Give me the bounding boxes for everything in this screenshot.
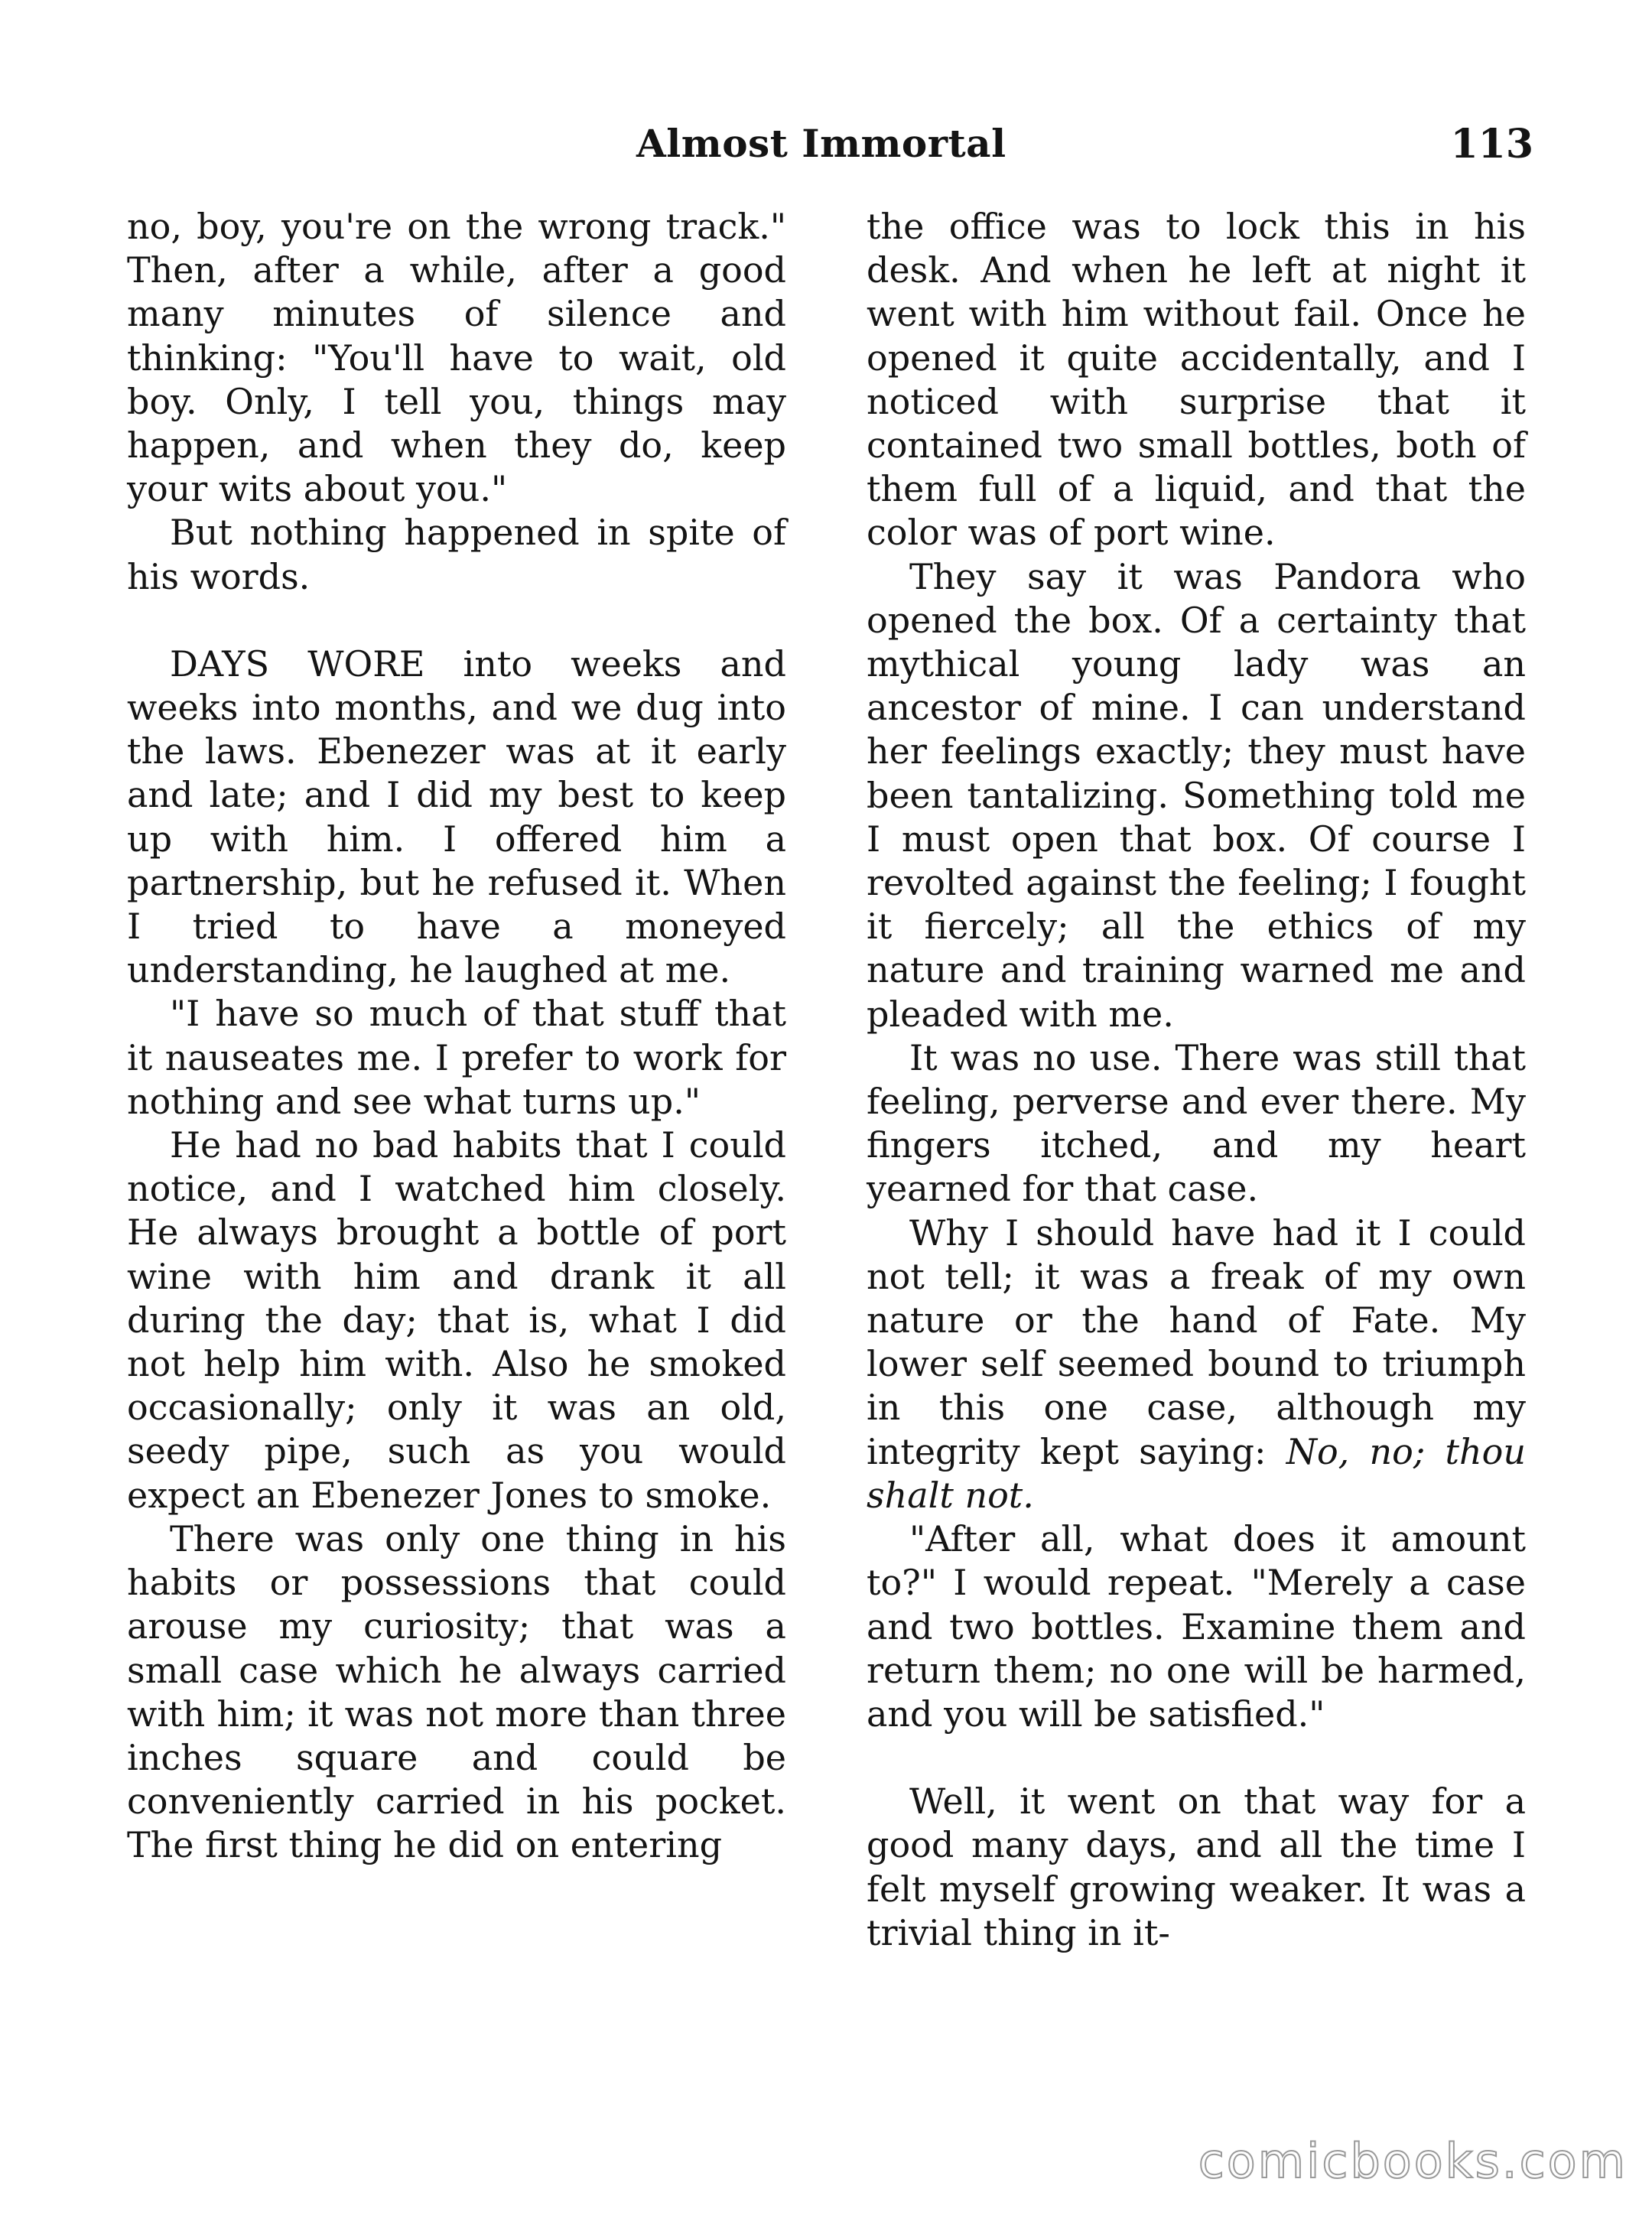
running-title: Almost Immortal	[636, 121, 1006, 166]
paragraph: "I have so much of that stuff that it nauseates me. I prefer to work for nothing and see what turns up."	[127, 993, 786, 1122]
paragraph	[867, 1211, 1526, 1517]
paragraph: "After all, what does it amount to?" I would repeat. "Merely a case and two bottles. Examine them and return them; no one will be harmed, and you will be satisfied."	[867, 1518, 1526, 1735]
section-paragraph: Well, it went on that way for a good many days, and all the time I felt myself growing weaker. It was a trivial thing in it-	[867, 1781, 1526, 1953]
paragraph: the office was to lock this in his desk. And when he left at night it went with him without fail. Once he opened it quite accidentally, and I noticed with surprise that it contained two small bottles, both of them full of a liquid, and that the color was of port wine.	[867, 206, 1526, 554]
running-head	[122, 121, 1533, 182]
paragraph: It was no use. There was still that feeling, perverse and ever there. My fingers itched, and my heart yearned for that case.	[867, 1036, 1526, 1210]
paragraph: There was only one thing in his habits or possessions that could arouse my curiosity; that was a small case which he always carried with him; it was not more than three inches square and could be conveniently carried in his pocket. The first thing he did on entering	[127, 1517, 786, 1866]
italic-phrase: No, no; thou shalt not.	[867, 1430, 1526, 1516]
paragraph: But nothing happened in spite of his words.	[127, 512, 786, 597]
paragraph: He had no bad habits that I could notice, and I watched him closely. He always brought a bottle of port wine with him and drank it all during the day; that is, what I did not help him with. Also he smoked occasionally; only it was an old, seedy pipe, such as you would expect an Ebenezer Jones to smoke.	[127, 1124, 786, 1516]
paragraph: no, boy, you're on the wrong track." Then, after a while, after a good many minutes of silence and thinking: "You'll have to wait, old boy. Only, I tell you, things may happen, and when they do, keep your wits about you."	[127, 206, 786, 510]
left-column	[127, 205, 786, 1868]
section-paragraph: DAYS WORE into weeks and weeks into months, and we dug into the laws. Ebenezer was at it early and late; and I did my best to keep up with him. I offered him a partnership, but he refused it. When I tried to have a moneyed understanding, he laughed at me.	[127, 642, 786, 991]
paragraph-text: Why I should have had it I could not tell; it was a freak of my own nature or the hand of Fate. My lower self seemed bound to triumph in this one case, although my integrity kept saying:	[867, 1211, 1526, 1472]
watermark: comicbooks.com	[1198, 2133, 1628, 2189]
paragraph: They say it was Pandora who opened the box. Of a certainty that mythical young lady was an ancestor of mine. I can understand her feelings exactly; they must have been tantalizing. Something told me I must open that box. Of course I revolted against the feeling; I fought it fiercely; all the ethics of my nature and training warned me and pleaded with me.	[867, 555, 1526, 1035]
right-column	[867, 205, 1526, 1955]
page-number: 113	[1450, 121, 1533, 167]
